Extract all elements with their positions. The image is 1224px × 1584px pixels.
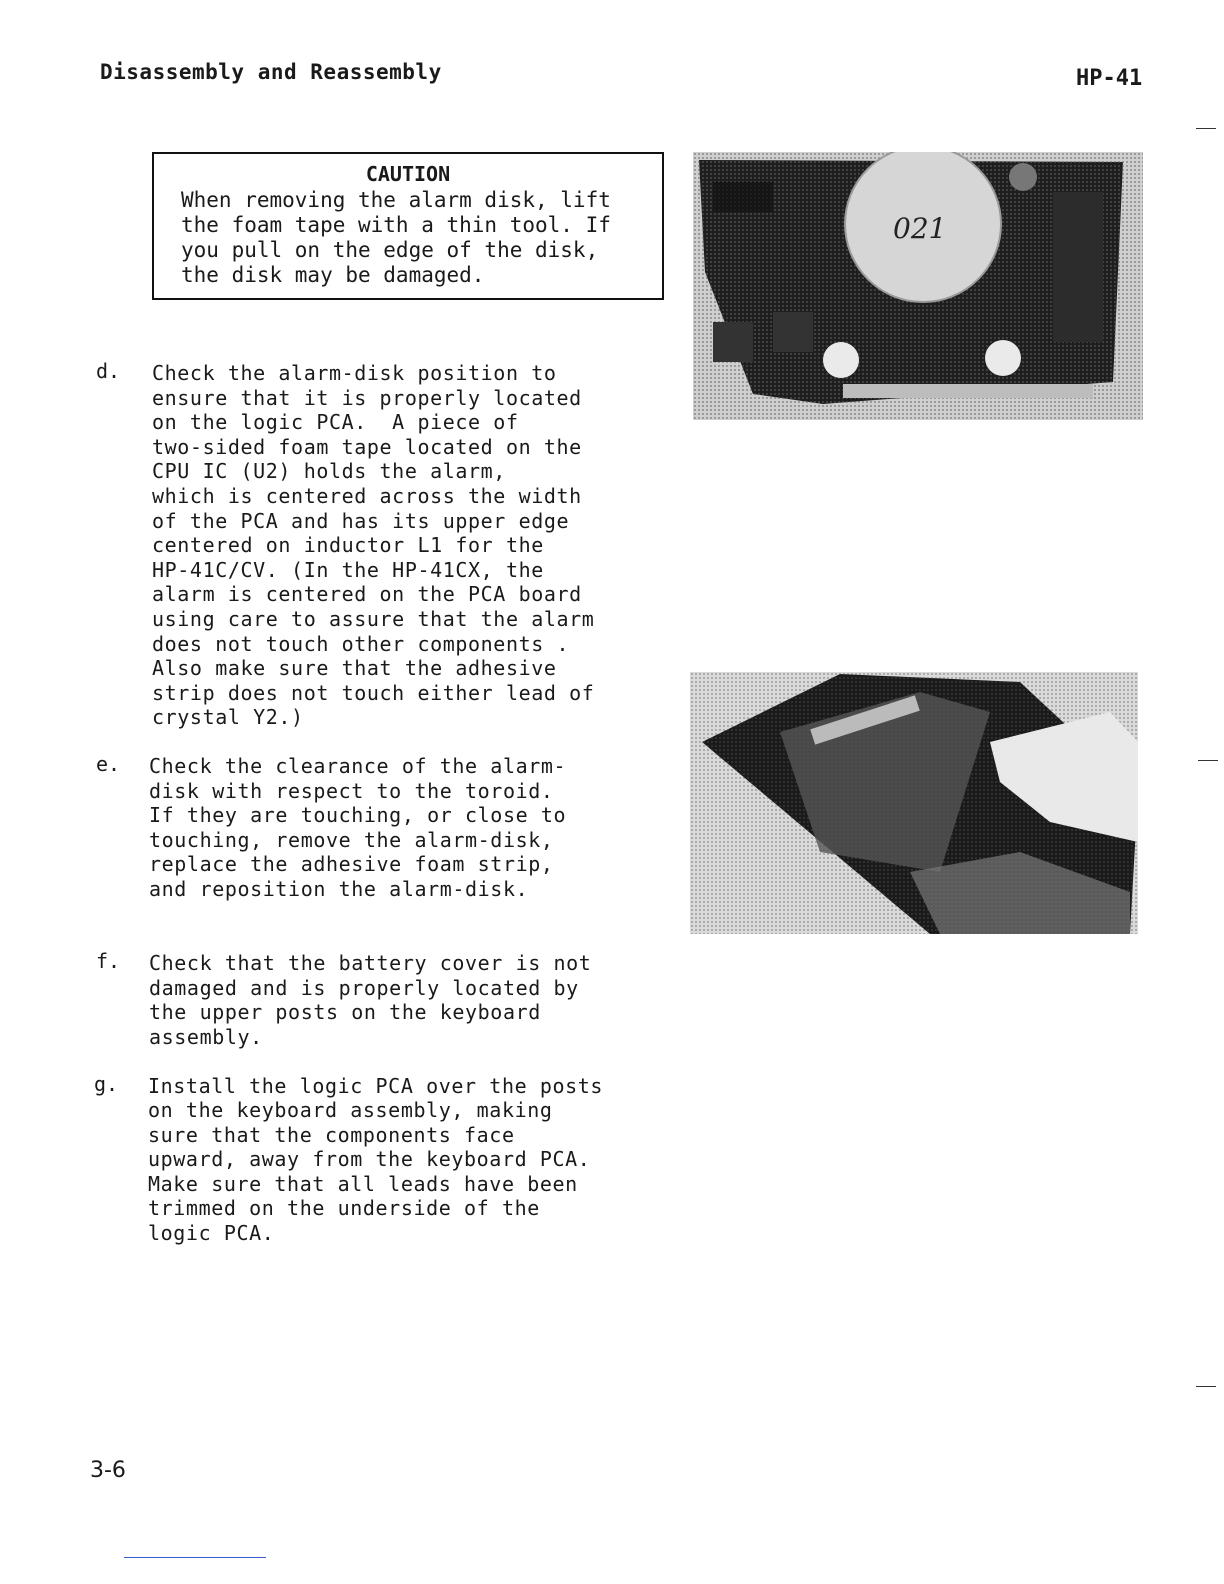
step-line: replace the adhesive foam strip, (149, 852, 554, 876)
step-line: Install the logic PCA over the posts (148, 1074, 604, 1098)
caution-line: the disk may be damaged. (181, 263, 485, 287)
step-line: using care to assure that the alarm (152, 607, 595, 631)
caution-line: When removing the alarm disk, lift (181, 188, 611, 212)
step-d-letter: d. (96, 359, 121, 383)
step-line: and reposition the alarm-disk. (149, 877, 529, 901)
step-line: sure that the components face (148, 1123, 515, 1147)
caution-line: you pull on the edge of the disk, (181, 238, 599, 262)
step-line: If they are touching, or close to (149, 803, 567, 827)
step-line: two-sided foam tape located on the (152, 435, 582, 459)
step-line: trimmed on the underside of the (148, 1196, 540, 1220)
step-line: logic PCA. (148, 1221, 275, 1245)
step-line: assembly. (149, 1025, 263, 1049)
caution-box (152, 152, 664, 300)
page-number: 3-6 (90, 1458, 126, 1483)
photo-install-pca (690, 672, 1138, 934)
section-title: Disassembly and Reassembly (100, 60, 442, 84)
step-e-letter: e. (96, 752, 121, 776)
disk-label: 021 (893, 212, 947, 245)
step-line: Check that the battery cover is not (149, 951, 592, 975)
step-line: upward, away from the keyboard PCA. (148, 1147, 591, 1171)
step-line: damaged and is properly located by (149, 976, 579, 1000)
step-line: Check the clearance of the alarm- (149, 754, 567, 778)
step-line: of the PCA and has its upper edge (152, 509, 570, 533)
edge-mark (1196, 1386, 1216, 1387)
step-line: Make sure that all leads have been (148, 1172, 578, 1196)
step-line: alarm is centered on the PCA board (152, 582, 582, 606)
step-f-letter: f. (96, 949, 121, 973)
step-line: centered on inductor L1 for the (152, 533, 544, 557)
step-line: touching, remove the alarm-disk, (149, 828, 554, 852)
step-line: strip does not touch either lead of (152, 681, 595, 705)
step-line: Also make sure that the adhesive (152, 656, 557, 680)
step-line: CPU IC (U2) holds the alarm, (152, 459, 506, 483)
step-line: ensure that it is properly located (152, 386, 582, 410)
footer-rule (124, 1557, 266, 1558)
install-pca-photo (690, 672, 1138, 934)
photo-alarm-disk-on-pca (693, 152, 1143, 420)
step-line: the upper posts on the keyboard (149, 1000, 541, 1024)
caution-title: CAUTION (365, 162, 451, 186)
step-line: Check the alarm-disk position to (152, 361, 557, 385)
step-line: disk with respect to the toroid. (149, 779, 554, 803)
edge-mark (1198, 760, 1218, 761)
step-line: which is centered across the width (152, 484, 582, 508)
step-g-letter: g. (94, 1072, 119, 1096)
caution-line: the foam tape with a thin tool. If (181, 213, 611, 237)
step-line: on the logic PCA. A piece of (152, 410, 519, 434)
alarm-disk-photo (693, 152, 1143, 420)
step-line: HP-41C/CV. (In the HP-41CX, the (152, 558, 544, 582)
step-line: on the keyboard assembly, making (148, 1098, 553, 1122)
step-line: does not touch other components . (152, 632, 570, 656)
model-label: HP-41 (1076, 66, 1143, 91)
step-line: crystal Y2.) (152, 705, 304, 729)
edge-mark (1196, 128, 1216, 129)
